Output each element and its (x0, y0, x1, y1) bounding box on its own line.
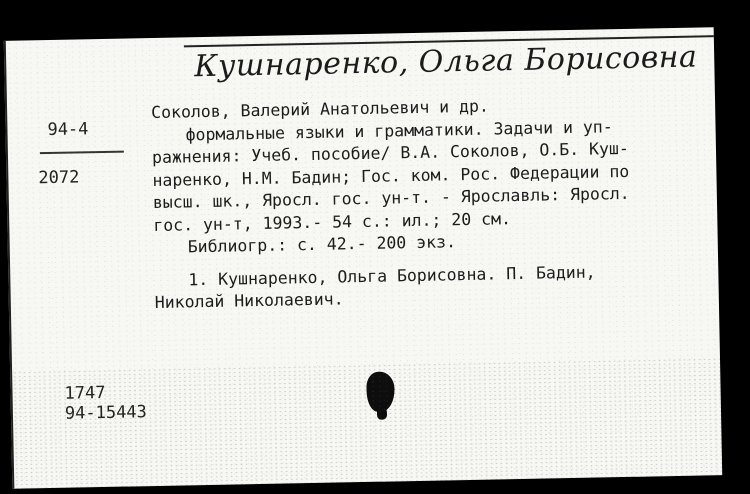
imprint-line: гос. ун-т, 1993.- 54 с.: ил.; 20 см. (153, 208, 512, 235)
accession-number: 1747 (64, 382, 106, 404)
bibliography-note: Библиогр.: с. 42.- 200 экз. (187, 232, 457, 257)
tracing-line-continued: Николай Николаевич. (154, 289, 344, 313)
description-line: ражнения: Учеб. пособие/ В.А. Соколов, О.Б. Куш- (151, 138, 629, 168)
catalog-card (4, 27, 722, 489)
tracing-line: 1. Кушнаренко, Ольга Борисовна. П. Бадин, (188, 262, 596, 289)
inventory-number: 94-15443 (64, 402, 148, 424)
bibliographic-entry (151, 92, 695, 315)
description-line: наренко, Н.М. Бадин; Гос. ком. Рос. Федерации по (152, 161, 630, 190)
description-line: высш. шк., Яросл. гос. ун-т. - Ярославль: Яросл. (152, 183, 630, 213)
title-line: формальные языки и грамматики. Задачи и уп- (185, 116, 613, 144)
call-number-top: 94-4 (47, 119, 89, 141)
ink-blot (366, 371, 395, 412)
call-number-divider (40, 151, 124, 155)
handwritten-heading: Кушнаренко, Ольга Борисовна (193, 39, 698, 85)
author-line: Соколов, Валерий Анатольевич и др. (150, 96, 490, 123)
call-number-bottom: 2072 (38, 167, 80, 189)
card-speckle-texture (12, 357, 722, 489)
